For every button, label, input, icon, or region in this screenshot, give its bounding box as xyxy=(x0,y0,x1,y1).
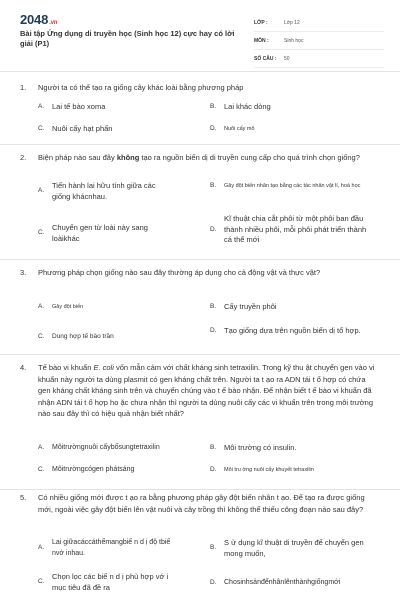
option-a[interactable] xyxy=(38,102,198,113)
question-number: 5. xyxy=(20,493,27,502)
meta-value: Lớp 12 xyxy=(284,19,300,26)
option-c[interactable] xyxy=(38,223,198,244)
option-text: Chosinhsảnđểnhânlênthànhgiốngmới xyxy=(224,579,341,586)
meta-key: LỚP : xyxy=(254,19,268,26)
option-text: Môi trường có insulin. xyxy=(224,443,297,452)
question-1 xyxy=(0,72,400,145)
option-a[interactable] xyxy=(38,302,198,313)
option-text: Gây đột biến xyxy=(52,304,84,311)
option-letter: D. xyxy=(210,579,217,586)
question-text xyxy=(20,362,380,420)
option-letter: A. xyxy=(38,187,45,195)
option-c[interactable] xyxy=(38,332,198,343)
page-header xyxy=(0,0,400,72)
question-emphasis: không xyxy=(116,153,140,162)
option-letter: C. xyxy=(38,466,45,473)
option-text: Tiến hành lai hữu tính giữa các giống khácnhau. xyxy=(52,181,156,201)
option-letter: A. xyxy=(38,303,45,310)
question-2 xyxy=(0,145,400,260)
option-letter: B. xyxy=(210,103,217,110)
logo-suffix: .vn xyxy=(49,20,58,26)
question-text xyxy=(20,82,380,94)
question-text xyxy=(20,492,380,515)
question-body: Người ta có thể tạo ra giống cây khác loài bằng phương pháp xyxy=(38,83,244,92)
option-letter: C. xyxy=(38,578,45,586)
question-text xyxy=(20,152,380,164)
question-number: 1. xyxy=(20,83,27,92)
option-c[interactable] xyxy=(38,572,198,593)
option-b[interactable] xyxy=(210,302,386,313)
meta-value: Sinh học xyxy=(284,37,304,44)
question-number: 2. xyxy=(20,153,27,162)
option-text: Lai giữacáccáthểmangbiế n d ị độ tbiế nvớ inhau. xyxy=(52,539,171,557)
option-b[interactable] xyxy=(210,102,386,113)
option-a[interactable] xyxy=(38,181,198,202)
option-text: Chuyển gen từ loài này sang loàikhác xyxy=(52,223,148,243)
question-3 xyxy=(0,260,400,355)
quiz-meta xyxy=(254,14,384,68)
option-letter: B. xyxy=(210,544,217,552)
meta-key: MÔN : xyxy=(254,37,269,44)
option-text: Nuôi cấy hạt phấn xyxy=(52,124,113,133)
option-text: Gây đột biến nhân tạo bằng các tác nhân vật lí, hoá học xyxy=(224,183,361,190)
option-text: Chọn lọc các biế n d ị phù hợp vớ i mục tiêu đã đề ra xyxy=(52,572,169,592)
option-d[interactable] xyxy=(210,124,386,135)
question-4 xyxy=(0,355,400,490)
meta-key: SỐ CÂU : xyxy=(254,55,277,62)
question-body-part: vốn mẫn cảm với chất kháng sinh tetraxilin. Trong kỹ thu ật chuyển gen vào vi khuẩn này người ta dùng plasmit có gen kháng chất trên. Người ta t ạo ra ADN tái t ổ hợp có chứa gen kháng chất kháng sinh trên và chuyển chúng vào t ế bào nhận. Để nhận biết t ế bào vi khuẩn đã nhận ADN tái t ổ hợp ho ặc chưa nhận thì người ta dùng nuôi cấy các vi khuẩn trên trong môi trường nào sau đây thì có hiệu quả nhận biết nhất? xyxy=(38,363,375,418)
option-a[interactable] xyxy=(38,538,198,559)
option-letter: D. xyxy=(210,225,217,233)
option-c[interactable] xyxy=(38,124,198,135)
option-b[interactable] xyxy=(210,181,386,192)
option-letter: C. xyxy=(38,229,45,237)
meta-row-count xyxy=(254,50,384,68)
option-letter: C. xyxy=(38,333,45,340)
question-text xyxy=(20,267,380,279)
option-text: Môi tru ờng nuôi cấy khuyết tetraxilin xyxy=(224,467,314,474)
option-b[interactable] xyxy=(210,538,386,559)
option-d[interactable] xyxy=(210,465,386,476)
question-number: 4. xyxy=(20,363,27,372)
option-text: Nuôi cấy mô xyxy=(224,126,255,133)
species-name: E. coli xyxy=(93,363,114,372)
option-letter: A. xyxy=(38,544,45,552)
question-5 xyxy=(0,490,400,600)
option-letter: A. xyxy=(38,103,45,110)
site-logo[interactable] xyxy=(20,12,57,27)
option-letter: B. xyxy=(210,444,217,451)
option-letter: A. xyxy=(38,444,45,451)
option-letter: D. xyxy=(210,466,217,473)
option-letter: D. xyxy=(210,125,217,132)
option-text: Dung hợp tế bào trần xyxy=(52,333,114,340)
option-a[interactable] xyxy=(38,443,198,454)
option-letter: D. xyxy=(210,327,217,334)
option-text: S ử dụng kĩ thuật di truyền để chuyển gen mong muốn, xyxy=(224,538,364,558)
option-d[interactable] xyxy=(210,214,386,246)
option-b[interactable] xyxy=(210,443,386,454)
question-number: 3. xyxy=(20,268,27,277)
option-letter: C. xyxy=(38,125,45,132)
question-body: Phương pháp chọn giống nào sau đây thường áp dụng cho cả động vật và thực vật? xyxy=(38,268,321,277)
meta-value: 50 xyxy=(284,55,290,62)
option-text: Môitrườngnuôi cấybổsungtetraxilin xyxy=(52,444,160,451)
option-text: Môitrườngcógen phátsáng xyxy=(52,466,135,473)
option-text: Lai khác dòng xyxy=(224,102,271,111)
option-text: Tạo giống dựa trên nguồn biến dị tổ hợp. xyxy=(224,326,361,335)
option-d[interactable] xyxy=(210,326,386,337)
option-text: Cấy truyền phôi xyxy=(224,302,277,311)
question-body: Có nhiều giống mới được t ạo ra bằng phương pháp gây đột biến nhân t ạo. Để tạo ra được giống mới, ngoài việc gây đột biến lên vật nuôi và cây trồng thì không thể thiếu công đoạn nào sau đây? xyxy=(38,493,365,514)
question-body-part: Biện pháp nào sau đây xyxy=(38,153,117,162)
question-body xyxy=(38,152,380,164)
option-letter: B. xyxy=(210,182,217,189)
option-c[interactable] xyxy=(38,465,198,476)
meta-row-subject xyxy=(254,32,384,50)
question-body xyxy=(38,362,380,420)
question-body-part: Tế bào vi khuẩn xyxy=(38,363,94,372)
quiz-title: Bài tập Ứng dụng di truyền học (Sinh học 12) cực hay có lời giải (P1) xyxy=(20,29,235,48)
option-d[interactable] xyxy=(210,578,386,589)
option-text: Kĩ thuật chia cắt phôi từ một phôi ban đầu thành nhiều phôi, mỗi phôi phát triển thành cá thể mới xyxy=(224,214,367,244)
question-body-part: tạo ra nguồn biến dị di truyền cung cấp cho quá trình chọn giống? xyxy=(139,153,360,162)
logo-text: 2048 xyxy=(20,12,49,27)
meta-row-class xyxy=(254,14,384,32)
option-letter: B. xyxy=(210,303,217,310)
option-text: Lai tế bào xoma xyxy=(52,102,106,111)
